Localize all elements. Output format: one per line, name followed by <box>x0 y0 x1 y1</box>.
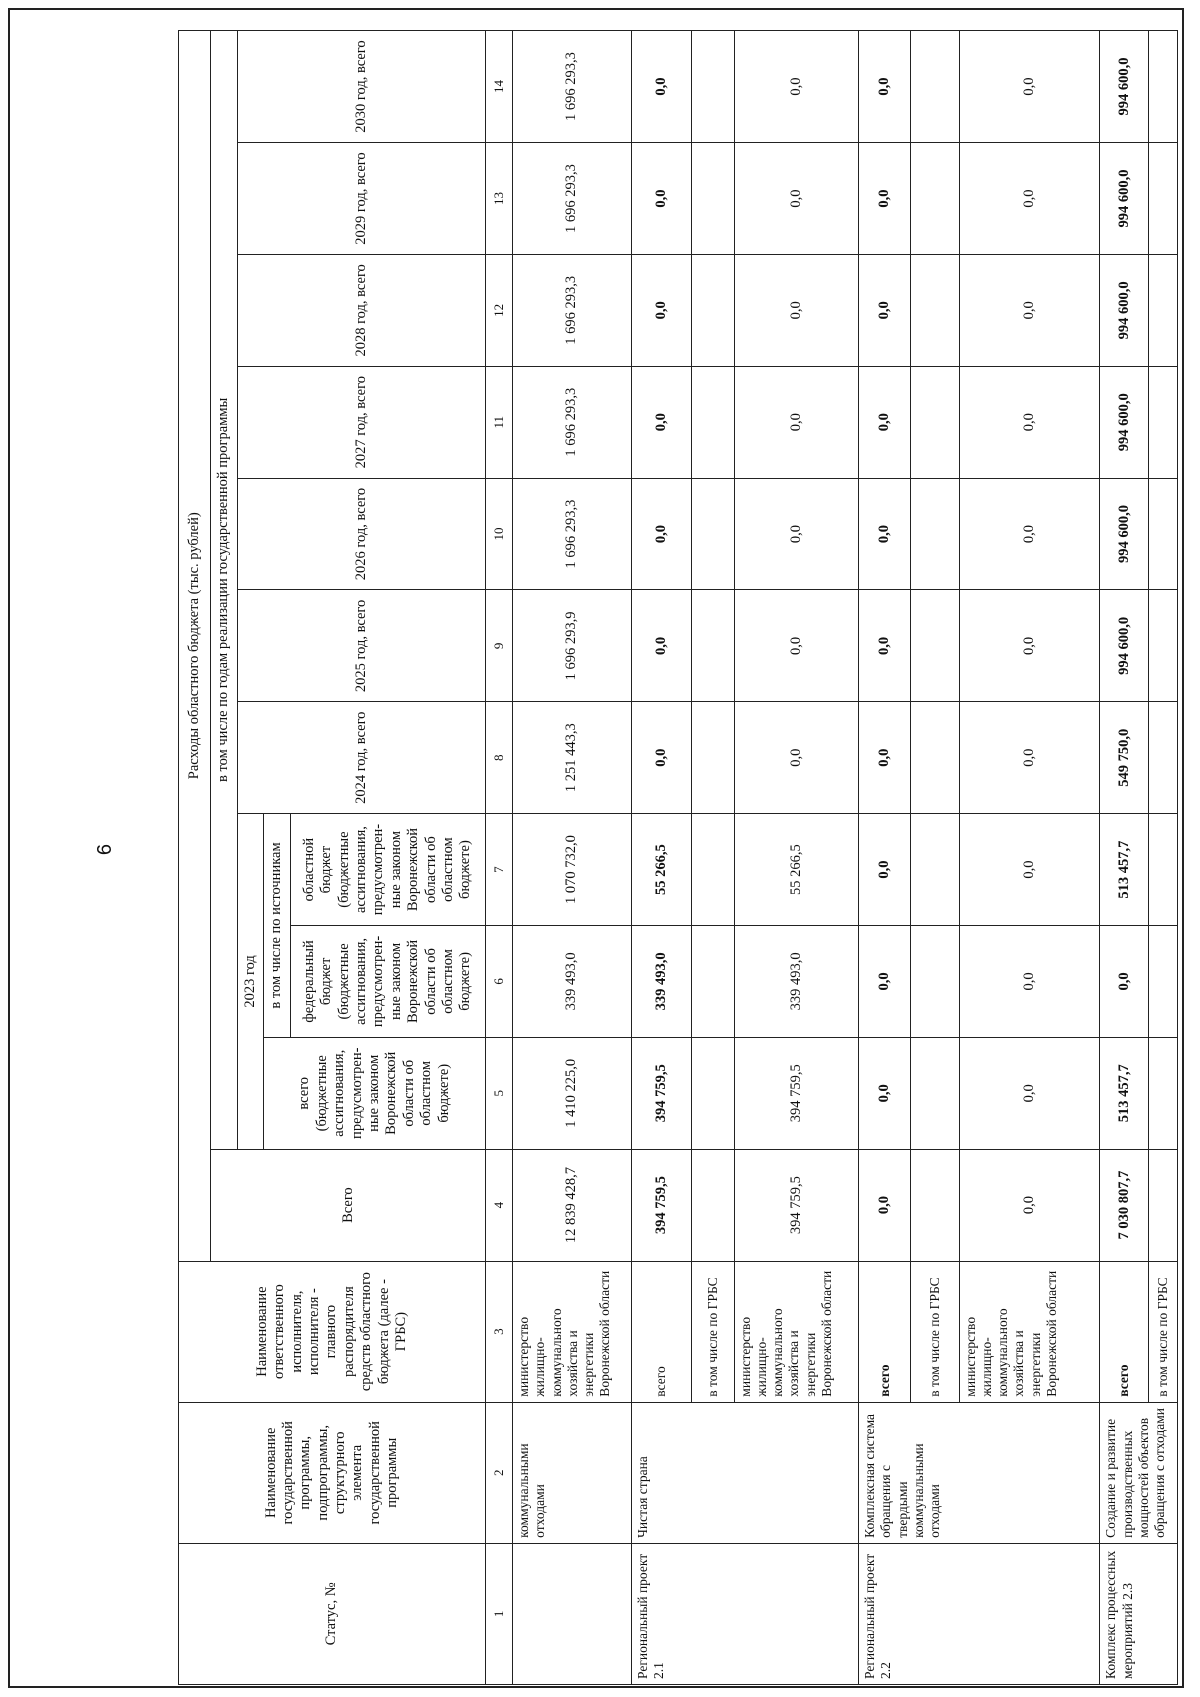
cell-2023-federal: 339 493,0 <box>734 926 858 1038</box>
cell-empty <box>691 478 734 590</box>
cell-empty <box>691 702 734 814</box>
cell-2026: 0,0 <box>859 478 911 590</box>
cell-2026: 0,0 <box>959 478 1100 590</box>
column-number: 11 <box>486 366 513 478</box>
row-executor: всего <box>859 1261 911 1402</box>
cell-2028: 0,0 <box>734 254 858 366</box>
header-by-years: в том числе по годам реализации государственной программы <box>211 31 237 1150</box>
row-executor: в том числе по ГРБС <box>911 1261 960 1402</box>
row-status: Региональный проект 2.1 <box>632 1543 859 1684</box>
cell-2027: 0,0 <box>632 366 691 478</box>
row-executor: всего <box>632 1261 691 1402</box>
cell-2025: 1 696 293,9 <box>513 590 632 702</box>
cell-empty <box>691 1037 734 1149</box>
cell-empty <box>911 143 960 255</box>
cell-2024: 0,0 <box>959 702 1100 814</box>
cell-2027: 0,0 <box>959 366 1100 478</box>
cell-2026: 0,0 <box>632 478 691 590</box>
cell-2030: 1 696 293,3 <box>513 31 632 143</box>
header-2029: 2029 год, всего <box>237 143 485 255</box>
column-number: 2 <box>486 1402 513 1543</box>
column-number: 8 <box>486 702 513 814</box>
row-program-name: Чистая страна <box>632 1402 859 1543</box>
column-number: 10 <box>486 478 513 590</box>
row-program-name: Комплексная система обращения с твердыми коммунальными отходами <box>859 1402 1100 1543</box>
cell-2023-total: 0,0 <box>959 1037 1100 1149</box>
header-2027: 2027 год, всего <box>237 366 485 478</box>
header-by-sources: в том числе по источникам <box>264 814 290 1038</box>
cell-empty <box>911 1037 960 1149</box>
column-number: 6 <box>486 926 513 1038</box>
cell-2024: 0,0 <box>859 702 911 814</box>
cell-2024: 1 251 443,3 <box>513 702 632 814</box>
cell-empty <box>1149 31 1178 143</box>
cell-2023-regional: 1 070 732,0 <box>513 814 632 926</box>
cell-empty <box>1149 366 1178 478</box>
row-executor: министерство жилищно-коммунального хозяйства и энергетики Воронежской области <box>959 1261 1100 1402</box>
row-executor: министерство жилищно-коммунального хозяйства и энергетики Воронежской области <box>734 1261 858 1402</box>
cell-2026: 994 600,0 <box>1100 478 1149 590</box>
header-expenses: Расходы областного бюджета (тыс. рублей) <box>179 31 211 1262</box>
cell-empty <box>691 814 734 926</box>
cell-2023-federal: 0,0 <box>1100 926 1149 1038</box>
cell-2025: 0,0 <box>859 590 911 702</box>
column-number: 4 <box>486 1149 513 1261</box>
cell-2025: 0,0 <box>734 590 858 702</box>
cell-2030: 0,0 <box>859 31 911 143</box>
header-2024: 2024 год, всего <box>237 702 485 814</box>
header-2026: 2026 год, всего <box>237 478 485 590</box>
cell-2025: 0,0 <box>632 590 691 702</box>
column-number: 1 <box>486 1543 513 1684</box>
column-number: 3 <box>486 1261 513 1402</box>
row-status: Региональный проект 2.2 <box>859 1543 1100 1684</box>
cell-2029: 0,0 <box>632 143 691 255</box>
cell-empty <box>911 926 960 1038</box>
header-2028: 2028 год, всего <box>237 254 485 366</box>
cell-2030: 0,0 <box>959 31 1100 143</box>
column-number: 14 <box>486 31 513 143</box>
cell-2023-total: 1 410 225,0 <box>513 1037 632 1149</box>
cell-empty <box>911 702 960 814</box>
header-program-name: Наименование государственной программы, подпрограммы, структурного элемента государственной программы <box>179 1402 486 1543</box>
cell-empty <box>1149 143 1178 255</box>
cell-2024: 0,0 <box>734 702 858 814</box>
cell-2028: 0,0 <box>859 254 911 366</box>
cell-2028: 0,0 <box>632 254 691 366</box>
cell-2027: 994 600,0 <box>1100 366 1149 478</box>
row-program-name: коммунальными отходами <box>513 1402 632 1543</box>
cell-2030: 0,0 <box>632 31 691 143</box>
cell-empty <box>911 1149 960 1261</box>
cell-2028: 1 696 293,3 <box>513 254 632 366</box>
cell-2027: 0,0 <box>859 366 911 478</box>
cell-2027: 0,0 <box>734 366 858 478</box>
cell-empty <box>911 254 960 366</box>
row-status <box>513 1543 632 1684</box>
cell-empty <box>1149 590 1178 702</box>
column-number: 12 <box>486 254 513 366</box>
cell-empty <box>1149 926 1178 1038</box>
cell-2028: 994 600,0 <box>1100 254 1149 366</box>
table-row <box>859 31 911 1685</box>
header-executor: Наименование ответственного исполнителя, исполнителя - главного распорядителя средств областного бюджета (далее - ГРБС) <box>179 1261 486 1402</box>
cell-empty <box>691 590 734 702</box>
cell-empty <box>1149 702 1178 814</box>
header-2030: 2030 год, всего <box>237 31 485 143</box>
cell-2023-regional: 513 457,7 <box>1100 814 1149 926</box>
cell-empty <box>911 366 960 478</box>
cell-2030: 0,0 <box>734 31 858 143</box>
cell-2029: 0,0 <box>734 143 858 255</box>
cell-2023-regional: 0,0 <box>959 814 1100 926</box>
cell-2027: 1 696 293,3 <box>513 366 632 478</box>
cell-empty <box>911 590 960 702</box>
cell-total: 0,0 <box>859 1149 911 1261</box>
page-number: 6 <box>94 843 117 856</box>
header-2023-federal: федеральный бюджет (бюджетные ассигнования, предусмотрен-ные законом Воронежской области об областном бюджете) <box>290 926 486 1038</box>
cell-2030: 994 600,0 <box>1100 31 1149 143</box>
cell-2025: 0,0 <box>959 590 1100 702</box>
cell-2029: 1 696 293,3 <box>513 143 632 255</box>
cell-2023-total: 394 759,5 <box>632 1037 691 1149</box>
cell-empty <box>691 31 734 143</box>
row-program-name: Создание и развитие производственных мощностей объектов обращения с отходами <box>1100 1402 1178 1543</box>
cell-empty <box>1149 478 1178 590</box>
cell-empty <box>911 31 960 143</box>
column-number: 5 <box>486 1037 513 1149</box>
cell-empty <box>1149 254 1178 366</box>
cell-2023-total: 0,0 <box>859 1037 911 1149</box>
cell-empty <box>911 478 960 590</box>
cell-empty <box>1149 814 1178 926</box>
budget-table <box>178 30 1178 1685</box>
cell-total: 0,0 <box>959 1149 1100 1261</box>
cell-2028: 0,0 <box>959 254 1100 366</box>
header-2025: 2025 год, всего <box>237 590 485 702</box>
cell-2023-regional: 55 266,5 <box>632 814 691 926</box>
cell-2023-total: 513 457,7 <box>1100 1037 1149 1149</box>
cell-total: 394 759,5 <box>734 1149 858 1261</box>
cell-2023-regional: 55 266,5 <box>734 814 858 926</box>
cell-2025: 994 600,0 <box>1100 590 1149 702</box>
cell-2023-total: 394 759,5 <box>734 1037 858 1149</box>
cell-2029: 0,0 <box>859 143 911 255</box>
cell-empty <box>691 366 734 478</box>
cell-2024: 549 750,0 <box>1100 702 1149 814</box>
column-number: 13 <box>486 143 513 255</box>
cell-2023-regional: 0,0 <box>859 814 911 926</box>
cell-2023-federal: 0,0 <box>859 926 911 1038</box>
row-status: Комплекс процессных мероприятий 2.3 <box>1100 1543 1178 1684</box>
header-year-2023: 2023 год <box>237 814 263 1150</box>
row-executor: всего <box>1100 1261 1149 1402</box>
cell-2029: 0,0 <box>959 143 1100 255</box>
cell-empty <box>691 143 734 255</box>
cell-total: 7 030 807,7 <box>1100 1149 1149 1261</box>
row-executor: в том числе по ГРБС <box>691 1261 734 1402</box>
header-2023-regional: областной бюджет (бюджетные ассигнования, предусмотрен-ные законом Воронежской области об областном бюджете) <box>290 814 486 926</box>
rotated-table-container <box>178 30 1178 1685</box>
table-row <box>632 31 691 1685</box>
column-number: 7 <box>486 814 513 926</box>
row-executor: министерство жилищно-коммунального хозяйства и энергетики Воронежской области <box>513 1261 632 1402</box>
cell-total: 12 839 428,7 <box>513 1149 632 1261</box>
column-number: 9 <box>486 590 513 702</box>
cell-2023-federal: 339 493,0 <box>632 926 691 1038</box>
row-executor: в том числе по ГРБС <box>1149 1261 1178 1402</box>
cell-2023-federal: 0,0 <box>959 926 1100 1038</box>
table-row <box>513 31 632 1685</box>
cell-total: 394 759,5 <box>632 1149 691 1261</box>
cell-empty <box>691 1149 734 1261</box>
cell-empty <box>1149 1037 1178 1149</box>
header-status: Статус, № <box>179 1543 486 1684</box>
cell-empty <box>911 814 960 926</box>
cell-2029: 994 600,0 <box>1100 143 1149 255</box>
cell-2026: 1 696 293,3 <box>513 478 632 590</box>
cell-2023-federal: 339 493,0 <box>513 926 632 1038</box>
cell-empty <box>691 254 734 366</box>
header-2023-total: всего (бюджетные ассигнования, предусмотрен-ные законом Воронежской области об областном бюджете) <box>264 1037 486 1149</box>
header-total: Всего <box>211 1149 486 1261</box>
cell-empty <box>1149 1149 1178 1261</box>
cell-2026: 0,0 <box>734 478 858 590</box>
cell-2024: 0,0 <box>632 702 691 814</box>
cell-empty <box>691 926 734 1038</box>
table-row <box>1100 31 1149 1685</box>
